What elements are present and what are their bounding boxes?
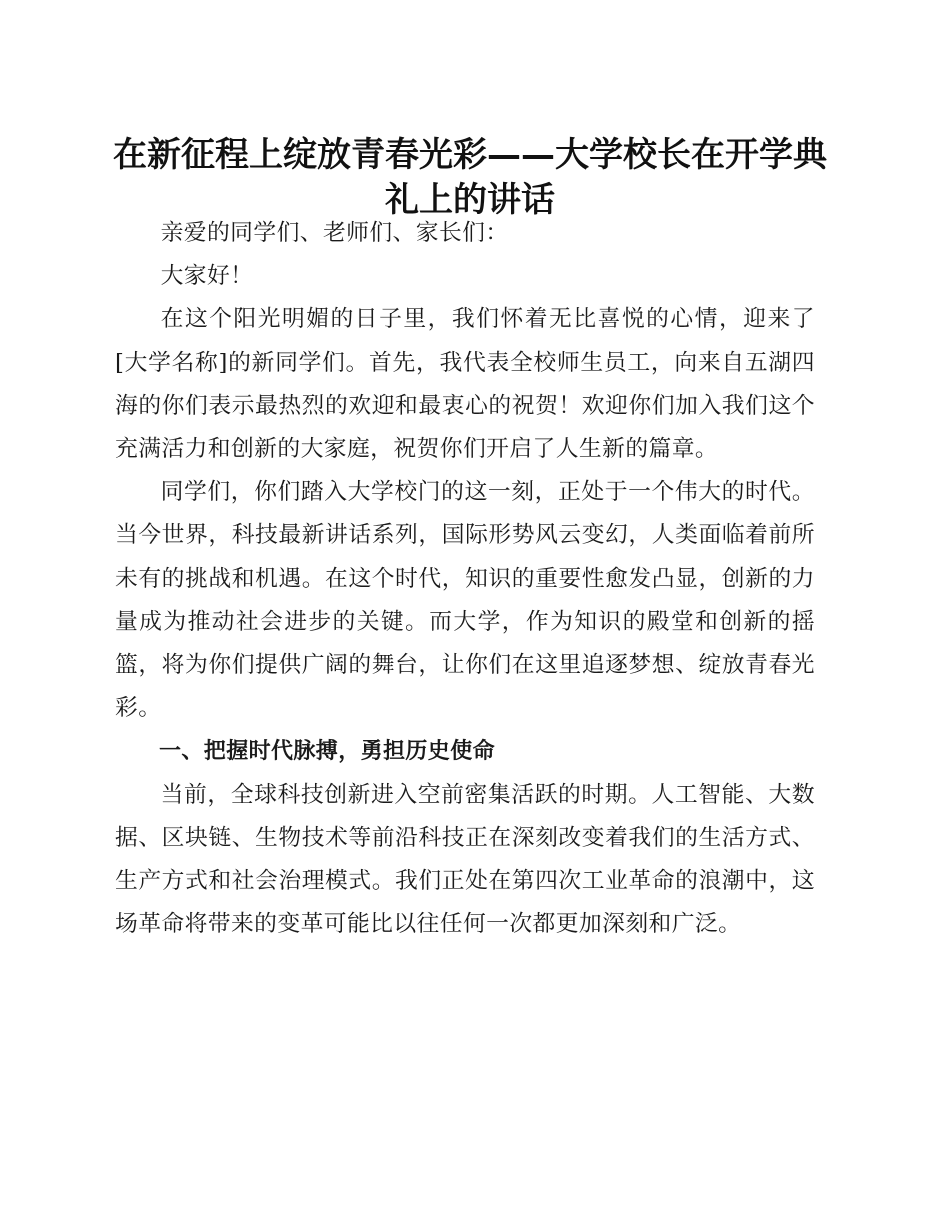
section-heading: 一、把握时代脉搏，勇担历史使命 (159, 739, 496, 765)
greeting: 大家好！ (160, 263, 254, 290)
paragraph-era: 同学们，你们踏入大学校门的这一刻，正处于一个伟大的时代。当今世界，科技最新讲话系列，国际形势风云变幻，人类面临着前所未有的挑战和机遇。在这个时代，知识的重要性愈发凸显，创新的力量成为推动社会进步的关键。而大学，作为知识的殿堂和创新的摇篮，将为你们提供广阔的舞台，让你们在这里追逐梦想、绽放青春光彩。 (115, 479, 815, 722)
document-title: 在新征程上绽放青春光彩——大学校长在开学典礼上的讲话 (113, 135, 827, 220)
paragraph-welcome: 在这个阳光明媚的日子里，我们怀着无比喜悦的心情，迎来了[大学名称]的新同学们。首先，我代表全校师生员工，向来自五湖四海的你们表示最热烈的欢迎和最衷心的祝贺！欢迎你们加入我们这个充满活力和创新的大家庭，祝贺你们开启了人生新的篇章。 (115, 306, 815, 463)
document-body (115, 212, 815, 946)
paragraph-technology: 当前，全球科技创新进入空前密集活跃的时期。人工智能、大数据、区块链、生物技术等前沿科技正在深刻改变着我们的生活方式、生产方式和社会治理模式。我们正处在第四次工业革命的浪潮中，这场革命将带来的变革可能比以往任何一次都更加深刻和广泛。 (115, 781, 815, 938)
salutation: 亲爱的同学们、老师们、家长们： (160, 220, 509, 246)
